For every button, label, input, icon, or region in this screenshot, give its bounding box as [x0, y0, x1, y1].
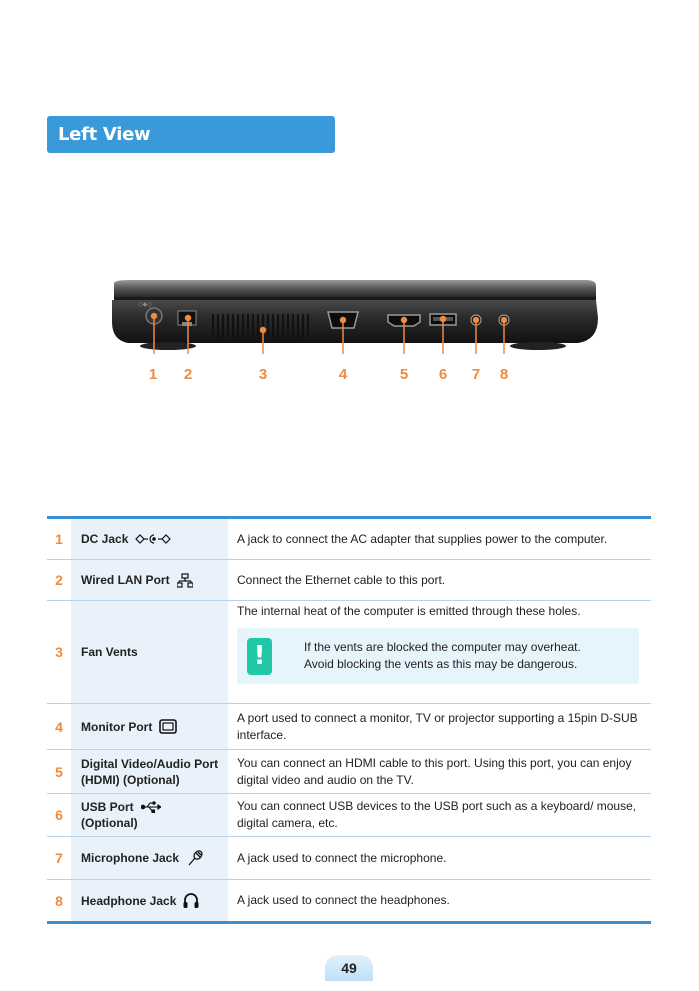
usb-icon — [141, 801, 161, 813]
row-number: 8 — [47, 880, 71, 923]
row-number: 6 — [47, 794, 71, 837]
callout-number: 4 — [338, 366, 348, 383]
row-number: 4 — [47, 704, 71, 750]
port-description: The internal heat of the computer is emitted through these holes. — [237, 604, 581, 618]
port-name-cell — [71, 880, 228, 923]
table-row — [47, 794, 651, 837]
row-number: 2 — [47, 560, 71, 601]
port-name: Headphone Jack — [81, 893, 177, 908]
port-description: A port used to connect a monitor, TV or projector supporting a 15pin D-SUB interface. — [228, 704, 651, 750]
port-name: USB Port — [81, 800, 134, 814]
table-row — [47, 880, 651, 923]
row-number: 7 — [47, 837, 71, 880]
port-description: A jack used to connect the headphones. — [237, 893, 450, 907]
warning-line: If the vents are blocked the computer may overheat. — [304, 640, 581, 654]
port-description-cell — [228, 601, 651, 704]
port-name-cell — [71, 837, 228, 880]
port-description: Connect the Ethernet cable to this port. — [228, 560, 651, 601]
port-name-note: (Optional) — [81, 816, 138, 830]
table-row — [47, 601, 651, 704]
port-name: Monitor Port — [81, 719, 153, 734]
callout-number: 6 — [438, 366, 448, 383]
table-row — [47, 704, 651, 750]
lan-icon — [177, 573, 193, 588]
callout-number: 2 — [183, 366, 193, 383]
port-description: A jack used to connect the microphone. — [228, 837, 651, 880]
section-title: Left View — [47, 116, 335, 153]
port-description: You can connect USB devices to the USB port such as a keyboard/ mouse, digital camera, etc. — [228, 794, 651, 837]
warning-text — [304, 639, 581, 673]
port-name-cell — [71, 794, 228, 837]
page-number: 49 — [325, 955, 373, 981]
port-name-cell — [71, 560, 228, 601]
exclamation-icon: ! — [247, 638, 272, 675]
table-row — [47, 518, 651, 560]
svg-text:◇◆◇: ◇◆◇ — [138, 302, 152, 308]
row-number: 5 — [47, 750, 71, 794]
warning-note — [237, 628, 639, 684]
callout-number: 7 — [471, 366, 481, 383]
row-number: 1 — [47, 518, 71, 560]
monitor-icon — [159, 719, 177, 734]
port-name: DC Jack — [81, 532, 129, 546]
table-row — [47, 837, 651, 880]
callout-number: 5 — [399, 366, 409, 383]
port-name: Microphone Jack — [81, 851, 180, 865]
dc-jack-icon — [135, 533, 173, 545]
port-name-cell — [71, 750, 228, 794]
port-name-cell — [71, 704, 228, 750]
table-row — [47, 560, 651, 601]
port-description: You can connect an HDMI cable to this port. Using this port, you can enjoy digital video and audio on the TV. — [228, 750, 651, 794]
headphone-icon — [183, 892, 199, 909]
warning-line: Avoid blocking the vents as this may be dangerous. — [304, 657, 578, 671]
port-name-cell — [71, 518, 228, 560]
port-name: Fan Vents — [81, 645, 138, 659]
port-name: Wired LAN Port — [81, 573, 170, 587]
callout-number: 8 — [499, 366, 509, 383]
table-row — [47, 750, 651, 794]
port-description: A jack to connect the AC adapter that supplies power to the computer. — [228, 518, 651, 560]
row-number: 3 — [47, 601, 71, 704]
microphone-icon — [186, 849, 204, 867]
port-name-cell — [71, 601, 228, 704]
port-name: Digital Video/Audio Port (HDMI) (Optional) — [81, 756, 219, 787]
port-description-table — [47, 516, 651, 924]
callout-number: 1 — [148, 366, 158, 383]
callout-number: 3 — [258, 366, 268, 383]
